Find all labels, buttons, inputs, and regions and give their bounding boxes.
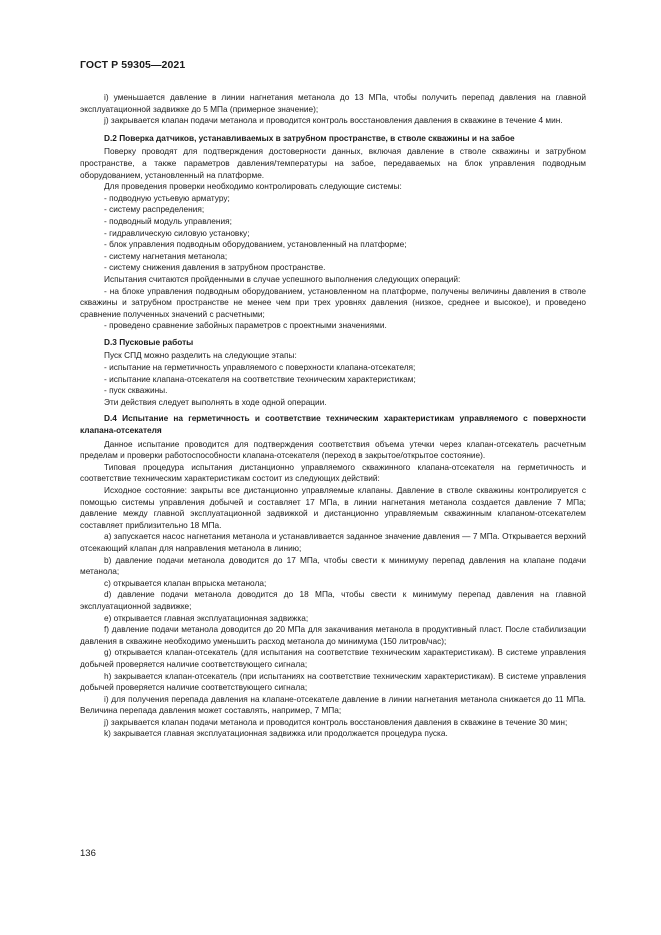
paragraph: Исходное состояние: закрыты все дистанционно управляемые клапаны. Давление в стволе скважины контролируется с помощью системы управления добычей и составляет 17 МПа, в линии нагнетания метанола создается давление 7 МПа; давление между главной эксплуатационной задвижкой и дистанционно управляемым скважинным клапаном-отсекателем составляет приблизительно 18 МПа. <box>80 485 586 530</box>
paragraph: - систему нагнетания метанола; <box>104 250 228 261</box>
paragraph: a) запускается насос нагнетания метанола и устанавливается заданное значение давления — 7 МПа. Открывается верхний отсекающий клапан для направления метанола в линию; <box>80 531 586 553</box>
paragraph: - испытание клапана-отсекателя на соответствие техническим характеристикам; <box>104 373 416 384</box>
document-body <box>80 92 586 740</box>
paragraph: - блок управления подводным оборудованием, установленный на платформе; <box>104 239 407 250</box>
paragraph: Пуск СПД можно разделить на следующие этапы: <box>104 350 297 361</box>
paragraph: h) закрывается клапан-отсекатель (при испытаниях на соответствие техническим характеристикам). В системе управления добычей проверяется наличие соответствующего сигнала; <box>80 670 586 693</box>
paragraph: f) давление подачи метанола доводится до 20 МПа для закачивания метанола в продуктивный пласт. После стабилизации давления в скважине необходимо уменьшить расход метанола до минимума (150 литров/час); <box>80 624 586 646</box>
paragraph: i) уменьшается давление в линии нагнетания метанола до 13 МПа, чтобы получить перепад давления на главной эксплуатационной задвижке до 5 МПа (примерное значение); <box>80 92 586 114</box>
page-number: 136 <box>80 848 96 859</box>
paragraph: - гидравлическую силовую установку; <box>104 227 250 238</box>
paragraph: j) закрывается клапан подачи метанола и проводится контроль восстановления давления в скважине в течение 30 мин; <box>104 716 568 727</box>
paragraph: g) открывается клапан-отсекатель (для испытания на соответствие техническим характеристикам). В системе управления добычей проверяется наличие соответствующего сигнала; <box>80 647 586 669</box>
paragraph: - испытание на герметичность управляемого с поверхности клапана-отсекателя; <box>104 362 416 373</box>
paragraph: Эти действия следует выполнять в ходе одной операции. <box>104 396 327 407</box>
paragraph: d) давление подачи метанола доводится до 18 МПа, чтобы свести к минимуму перепад давления на главной эксплуатационной задвижке; <box>80 589 586 611</box>
paragraph: j) закрывается клапан подачи метанола и проводится контроль восстановления давления в скважине в течение 4 мин. <box>104 115 563 126</box>
standard-header: ГОСТ Р 59305—2021 <box>80 59 186 71</box>
paragraph: e) открывается главная эксплуатационная задвижка; <box>104 612 309 623</box>
paragraph: - на блоке управления подводным оборудованием, установленном на платформе, получены величины давления в стволе скважины и затрубном пространстве не менее чем при трех уровнях давления (низкое, среднее и высокое), и проведено сравнение полученных значений с расчетными; <box>80 285 586 319</box>
paragraph: Поверку проводят для подтверждения достоверности данных, включая давление в стволе скважины и затрубном пространстве, а также параметров давления/температуры на забое, передаваемых на блок управления подводным оборудованием, установленный на платформе. <box>80 146 586 180</box>
paragraph: Для проведения проверки необходимо контролировать следующие системы: <box>104 181 402 192</box>
section-heading: D.2 Поверка датчиков, устанавливаемых в затрубном пространстве, в стволе скважины и на забое <box>104 132 515 143</box>
paragraph: - проведено сравнение забойных параметров с проектными значениями. <box>104 320 387 331</box>
paragraph: i) для получения перепада давления на клапане-отсекателе давление в линии нагнетания метанола снижается до 11 МПа. Величина перепада давления может составлять, например, 7 МПа; <box>80 693 586 716</box>
paragraph: k) закрывается главная эксплуатационная задвижка или продолжается процедура пуска. <box>104 728 448 739</box>
paragraph: - подводный модуль управления; <box>104 215 232 226</box>
paragraph: - пуск скважины. <box>104 385 168 396</box>
paragraph: Типовая процедура испытания дистанционно управляемого скважинного клапана-отсекателя на герметичность и соответствие техническим характеристикам состоит из следующих действий: <box>80 461 586 484</box>
paragraph: c) открывается клапан впрыска метанола; <box>104 577 267 588</box>
section-heading: D.4 Испытание на герметичность и соответствие техническим характеристикам управляемого с поверхности клапана-отсекателя <box>80 413 586 436</box>
paragraph: - подводную устьевую арматуру; <box>104 192 230 203</box>
paragraph: b) давление подачи метанола доводится до 17 МПа, чтобы свести к минимуму перепад давления на клапане подачи метанола; <box>80 554 586 577</box>
paragraph: Данное испытание проводится для подтверждения соответствия объема утечки через клапан-отсекатель расчетным пределам и проверки работоспособности клапана-отсекателя (переход в закрытое/открытое состояние). <box>80 438 586 461</box>
paragraph: Испытания считаются пройденными в случае успешного выполнения следующих операций: <box>104 273 461 284</box>
section-heading: D.3 Пусковые работы <box>104 336 194 347</box>
paragraph: - систему распределения; <box>104 204 205 215</box>
paragraph: - систему снижения давления в затрубном пространстве. <box>104 262 326 273</box>
